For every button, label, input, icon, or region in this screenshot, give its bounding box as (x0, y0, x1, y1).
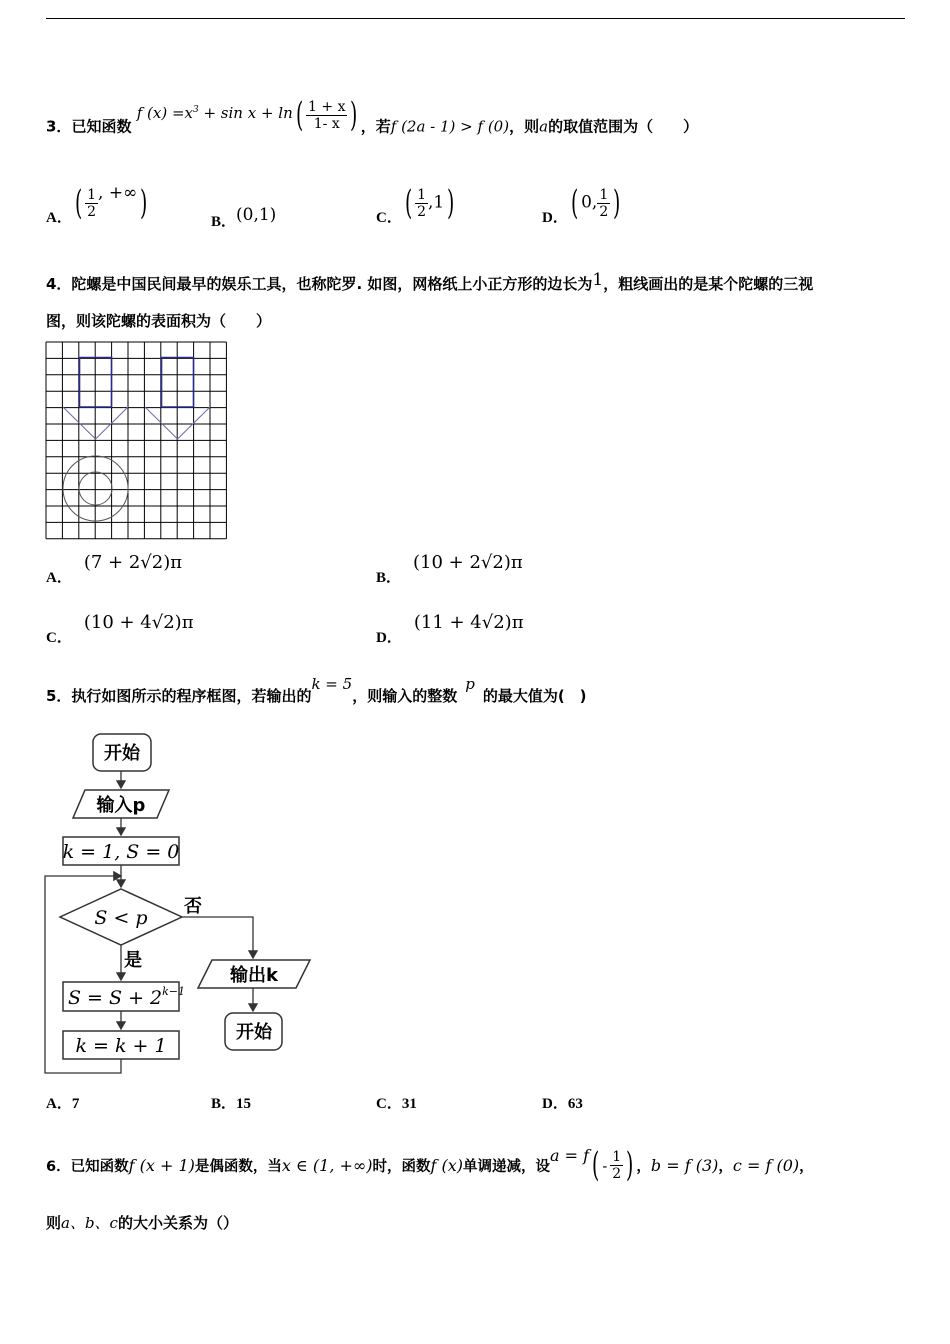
flow-output-label: 输出k (230, 965, 278, 986)
q5-option-b[interactable]: B．15 (211, 1096, 252, 1112)
flow-init-label: k = 1, S = 0 (62, 841, 180, 863)
header-rule (46, 18, 905, 19)
flow-update-k-label: k = k + 1 (75, 1035, 167, 1057)
flow-start-label: 开始 (104, 743, 140, 764)
question-4-line-2: 图，则该陀螺的表面积为（ ） (46, 312, 272, 330)
flow-no-label: 否 (184, 896, 202, 917)
q5-option-d[interactable]: D．63 (542, 1096, 583, 1112)
question-3: 3．已知函数 f $(x) =x^3 + \sin x + \ln$( $\frac{1 + x}{1- x}$ ) ，若f (2a - 1) > f (0)，则a的取值范围为（ ） (46, 95, 699, 136)
question-4: 4．陀螺是中国民间最早的娱乐工具，也称陀罗. 如图，网格纸上小正方形的边长为1，粗线画出的是某个陀螺的三视 (46, 270, 814, 293)
question-6: 6．已知函数f (x + 1)是偶函数，当x ∈ (1, +∞)时，函数f (x)单调递减，设a = f( - $\frac{1}{2}$ ) ，b = f (3)，c = f (0)， (46, 1145, 814, 1185)
cone-outlines (63, 407, 210, 439)
q3-option-c[interactable]: C．( $\frac{1}{2}$ ,1) (376, 183, 455, 226)
q3-option-b[interactable]: B．(0,1) (211, 205, 277, 230)
program-flowchart (40, 728, 330, 1080)
question-6-line-2: 则a、b、c的大小关系为（） (46, 1214, 238, 1232)
inequality: f (2a - 1) > f (0) (390, 117, 510, 136)
q4-option-c[interactable]: C．(10 + 4√2)π (46, 612, 194, 646)
flow-update-s-label: $S = S + 2^{k-1}$ (68, 985, 186, 1009)
q5-option-a[interactable]: A．7 (46, 1096, 80, 1112)
three-view-grid-figure (44, 340, 232, 542)
q4-option-b[interactable]: B．(10 + 2√2)π (376, 552, 523, 586)
question-5: 5．执行如图所示的程序框图，若输出的k = 5，则输入的整数p的最大值为( ) (46, 675, 587, 705)
q3-option-a[interactable]: A．( $\frac{1}{2}$ , +∞) (46, 182, 148, 226)
function-definition: f $(x) =x^3 + \sin x + \ln$ (136, 103, 293, 122)
flow-end-label: 开始 (236, 1022, 272, 1043)
question-3-number: 3． (46, 117, 72, 136)
flow-condition-label: S < p (94, 907, 148, 929)
q3-option-d[interactable]: D．( 0, $\frac{1}{2}$ ) (542, 183, 621, 226)
q4-option-d[interactable]: D．(11 + 4√2)π (376, 612, 524, 646)
flow-yes-label: 是 (124, 950, 142, 971)
flow-input-label: 输入p (96, 795, 146, 816)
q4-option-a[interactable]: A．(7 + 2√2)π (46, 552, 183, 586)
q5-option-c[interactable]: C．31 (376, 1096, 417, 1112)
